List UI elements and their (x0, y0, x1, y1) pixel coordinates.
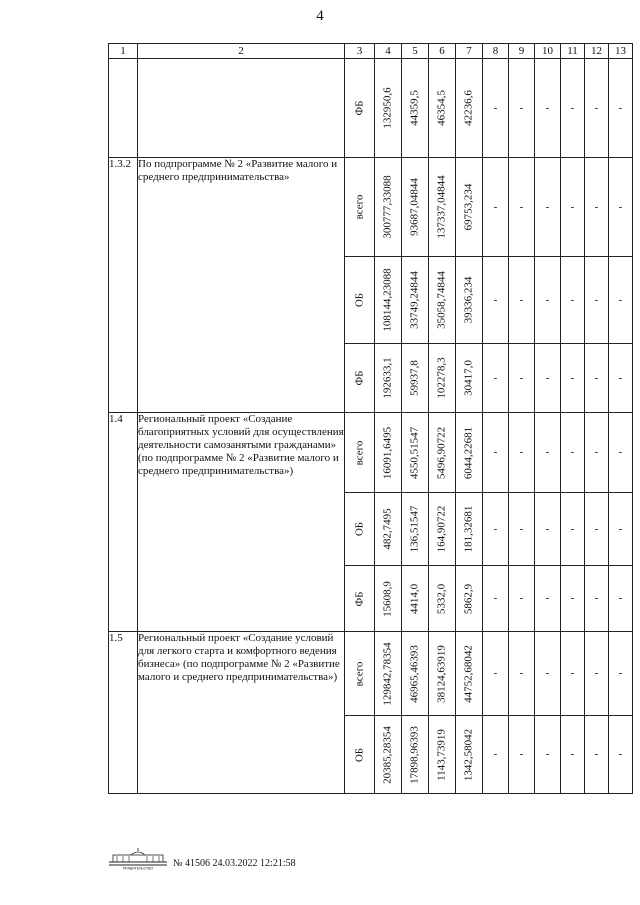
table-row (109, 158, 633, 257)
empty-cell: - (535, 493, 561, 566)
amount-cell (375, 158, 402, 257)
empty-cell: - (535, 257, 561, 344)
item-code: 1.4 (109, 413, 138, 632)
empty-cell: - (509, 257, 535, 344)
table-body (109, 44, 633, 794)
empty-cell: - (535, 59, 561, 158)
empty-cell: - (609, 493, 633, 566)
amount-value: 15608,9 (381, 580, 394, 617)
amount-value: 17898,96393 (408, 725, 421, 784)
empty-cell: - (609, 344, 633, 413)
column-number: 2 (138, 44, 345, 59)
budget-source (345, 344, 375, 413)
budget-source (345, 158, 375, 257)
column-number: 7 (456, 44, 483, 59)
amount-cell (375, 716, 402, 794)
amount-value: 5332,0 (435, 583, 448, 614)
amount-cell (375, 413, 402, 493)
empty-cell: - (561, 632, 585, 716)
budget-source-label: ОБ (353, 521, 365, 537)
amount-value: 5862,9 (462, 583, 475, 614)
empty-cell: - (585, 566, 609, 632)
column-number: 10 (535, 44, 561, 59)
empty-cell: - (561, 413, 585, 493)
amount-value: 102278,3 (435, 357, 448, 399)
amount-cell (402, 566, 429, 632)
amount-value: 5496,90722 (435, 426, 448, 479)
budget-source (345, 59, 375, 158)
amount-value: 129842,78354 (381, 641, 394, 706)
budget-source-label: всего (353, 440, 365, 465)
amount-cell (456, 413, 483, 493)
empty-cell: - (535, 716, 561, 794)
amount-cell (456, 158, 483, 257)
empty-cell: - (509, 158, 535, 257)
amount-cell (456, 632, 483, 716)
amount-cell (402, 257, 429, 344)
budget-source-label: ФБ (353, 590, 365, 607)
amount-value: 38124,63919 (435, 644, 448, 703)
amount-cell (429, 158, 456, 257)
amount-value: 482,7495 (381, 508, 394, 550)
item-code (109, 59, 138, 158)
column-number-row (109, 44, 633, 59)
empty-cell: - (609, 716, 633, 794)
empty-cell: - (509, 413, 535, 493)
amount-value: 192633,1 (381, 357, 394, 399)
budget-source-label: всего (353, 194, 365, 220)
column-number: 12 (585, 44, 609, 59)
budget-source (345, 566, 375, 632)
amount-value: 59937,8 (408, 360, 421, 396)
amount-value: 108144,23088 (381, 268, 394, 332)
amount-cell (375, 493, 402, 566)
empty-cell: - (483, 344, 509, 413)
item-name: Региональный проект «Создание условий для легкого старта и комфортного ведения бизнеса» (по подпрограмме № 2 «Развитие малого и среднего предпринимательства») (138, 632, 345, 794)
amount-value: 4550,51547 (408, 426, 421, 479)
item-code: 1.5 (109, 632, 138, 794)
item-name: Региональный проект «Создание благоприятных условий для осуществления деятельности самозанятыми гражданами» (по подпрограмме № 2 «Развитие малого и среднего предпринимательства») (138, 413, 345, 632)
empty-cell: - (509, 59, 535, 158)
amount-cell (429, 632, 456, 716)
empty-cell: - (483, 716, 509, 794)
budget-source-label: ОБ (353, 292, 365, 308)
amount-value: 136,51547 (408, 505, 421, 553)
column-number: 9 (509, 44, 535, 59)
budget-source (345, 716, 375, 794)
amount-value: 4414,0 (408, 583, 421, 614)
budget-table (108, 43, 633, 794)
empty-cell: - (609, 257, 633, 344)
budget-source-label: всего (353, 661, 365, 686)
amount-cell (456, 566, 483, 632)
amount-cell (429, 413, 456, 493)
amount-value: 44359,5 (408, 90, 421, 126)
empty-cell: - (561, 344, 585, 413)
table-row (109, 59, 633, 158)
amount-value: 164,90722 (435, 505, 448, 553)
empty-cell: - (561, 158, 585, 257)
empty-cell: - (609, 566, 633, 632)
empty-cell: - (483, 413, 509, 493)
amount-cell (402, 158, 429, 257)
amount-cell (402, 413, 429, 493)
empty-cell: - (585, 493, 609, 566)
amount-cell (402, 59, 429, 158)
empty-cell: - (609, 632, 633, 716)
column-number: 11 (561, 44, 585, 59)
empty-cell: - (561, 59, 585, 158)
budget-source (345, 257, 375, 344)
amount-cell (456, 716, 483, 794)
empty-cell: - (483, 257, 509, 344)
budget-source (345, 632, 375, 716)
empty-cell: - (585, 632, 609, 716)
empty-cell: - (535, 413, 561, 493)
column-number: 1 (109, 44, 138, 59)
amount-cell (375, 344, 402, 413)
registration-stamp: № 41506 24.03.2022 12:21:58 (173, 858, 296, 869)
amount-cell (375, 632, 402, 716)
amount-cell (402, 344, 429, 413)
empty-cell: - (585, 59, 609, 158)
amount-value: 39336,234 (462, 276, 475, 324)
column-number: 6 (429, 44, 456, 59)
amount-value: 46965,46393 (408, 644, 421, 703)
amount-value: 33749,24844 (408, 271, 421, 329)
amount-cell (456, 59, 483, 158)
amount-cell (429, 344, 456, 413)
amount-value: 6044,22681 (462, 426, 475, 479)
amount-value: 69753,234 (462, 183, 475, 231)
amount-cell (429, 566, 456, 632)
empty-cell: - (609, 413, 633, 493)
amount-value: 132950,6 (381, 87, 394, 129)
amount-cell (429, 716, 456, 794)
empty-cell: - (535, 566, 561, 632)
government-building-logo (107, 848, 169, 870)
amount-value: 30417,0 (462, 360, 475, 396)
empty-cell: - (483, 493, 509, 566)
amount-cell (375, 566, 402, 632)
amount-cell (402, 632, 429, 716)
amount-value: 300777,33088 (381, 175, 394, 239)
amount-value: 16091,6495 (381, 426, 394, 479)
amount-cell (375, 59, 402, 158)
amount-cell (456, 257, 483, 344)
amount-cell (402, 493, 429, 566)
empty-cell: - (609, 158, 633, 257)
empty-cell: - (535, 632, 561, 716)
column-number: 3 (345, 44, 375, 59)
empty-cell: - (561, 493, 585, 566)
amount-value: 181,32681 (462, 505, 475, 553)
table-row (109, 413, 633, 493)
page-number: 4 (316, 8, 324, 24)
empty-cell: - (509, 493, 535, 566)
table-row (109, 632, 633, 716)
empty-cell: - (561, 566, 585, 632)
amount-cell (375, 257, 402, 344)
empty-cell: - (483, 158, 509, 257)
empty-cell: - (509, 632, 535, 716)
item-name: По подпрограмме № 2 «Развитие малого и среднего предпринимательства» (138, 158, 345, 413)
amount-value: 137337,04844 (435, 175, 448, 239)
amount-value: 35058,74844 (435, 271, 448, 329)
empty-cell: - (609, 59, 633, 158)
budget-source-label: ОБ (353, 747, 365, 762)
empty-cell: - (585, 716, 609, 794)
empty-cell: - (585, 344, 609, 413)
empty-cell: - (585, 158, 609, 257)
budget-source (345, 413, 375, 493)
empty-cell: - (535, 344, 561, 413)
amount-value: 42236,6 (462, 90, 475, 126)
amount-cell (429, 257, 456, 344)
svg-text:ПРАВИТЕЛЬСТВО: ПРАВИТЕЛЬСТВО (122, 866, 154, 870)
item-code: 1.3.2 (109, 158, 138, 413)
empty-cell: - (509, 716, 535, 794)
column-number: 13 (609, 44, 633, 59)
amount-value: 1342,58042 (462, 728, 475, 781)
amount-value: 46354,5 (435, 90, 448, 126)
empty-cell: - (509, 344, 535, 413)
amount-value: 1143,73919 (435, 728, 448, 781)
empty-cell: - (585, 413, 609, 493)
column-number: 8 (483, 44, 509, 59)
amount-cell (429, 493, 456, 566)
amount-cell (429, 59, 456, 158)
amount-value: 44752,68042 (462, 644, 475, 703)
column-number: 4 (375, 44, 402, 59)
empty-cell: - (483, 566, 509, 632)
budget-source (345, 493, 375, 566)
budget-source-label: ФБ (353, 100, 365, 116)
amount-cell (402, 716, 429, 794)
empty-cell: - (561, 716, 585, 794)
empty-cell: - (585, 257, 609, 344)
empty-cell: - (509, 566, 535, 632)
amount-cell (456, 344, 483, 413)
amount-value: 93687,04844 (408, 178, 421, 236)
amount-value: 20385,28354 (381, 725, 394, 784)
empty-cell: - (483, 59, 509, 158)
empty-cell: - (561, 257, 585, 344)
item-name (138, 59, 345, 158)
empty-cell: - (483, 632, 509, 716)
amount-cell (456, 493, 483, 566)
budget-source-label: ФБ (353, 370, 365, 386)
empty-cell: - (535, 158, 561, 257)
column-number: 5 (402, 44, 429, 59)
